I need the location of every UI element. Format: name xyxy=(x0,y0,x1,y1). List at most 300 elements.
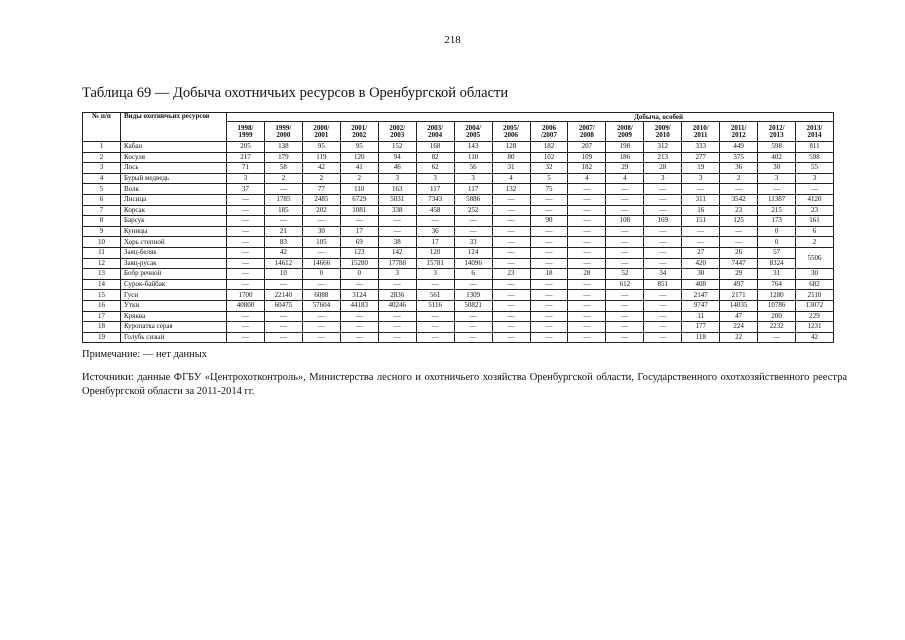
harvest-cell: 75 xyxy=(530,184,568,195)
harvest-cell: 17 xyxy=(416,237,454,248)
harvest-cell: 30 xyxy=(682,269,720,280)
harvest-cell: 22140 xyxy=(264,290,302,301)
harvest-cell: 311 xyxy=(682,194,720,205)
harvest-cell: 3 xyxy=(454,173,492,184)
harvest-cell: 3 xyxy=(416,173,454,184)
harvest-cell: 229 xyxy=(796,311,834,322)
harvest-cell: 5 xyxy=(530,173,568,184)
harvest-cell: — xyxy=(302,279,340,290)
harvest-cell: — xyxy=(568,226,606,237)
harvest-cell: 57604 xyxy=(302,300,340,311)
row-number: 19 xyxy=(83,332,121,343)
harvest-group-header: Добыча, особей xyxy=(227,113,834,122)
harvest-cell: — xyxy=(492,311,530,322)
harvest-cell: 83 xyxy=(264,237,302,248)
harvest-cell: 0 xyxy=(758,237,796,248)
harvest-cell: — xyxy=(492,300,530,311)
year-header-top: 2003/ xyxy=(427,123,444,132)
harvest-cell: — xyxy=(492,194,530,205)
row-number: 9 xyxy=(83,226,121,237)
harvest-cell: — xyxy=(378,279,416,290)
harvest-cell: 2 xyxy=(340,173,378,184)
species-name: Бурый медведь xyxy=(121,173,227,184)
harvest-cell: — xyxy=(340,216,378,227)
harvest-cell: 143 xyxy=(454,142,492,153)
harvest-cell: 1231 xyxy=(796,322,834,333)
species-name: Лось xyxy=(121,163,227,174)
year-header-bottom: 2010 xyxy=(655,130,670,139)
harvest-cell: 33 xyxy=(454,237,492,248)
sources-paragraph: Источники: данные ФГБУ «Центрохотконтроль», Министерства лесного и охотничьего хозяйства Оренбургской области, Государственного охотхозяйственного реестра Оренбургской области за 2011-2014 гг. xyxy=(82,372,847,397)
harvest-cell: 40246 xyxy=(378,300,416,311)
harvest-cell: — xyxy=(227,322,265,333)
harvest-cell: — xyxy=(568,194,606,205)
harvest-cell: — xyxy=(378,226,416,237)
harvest-cell: — xyxy=(492,322,530,333)
harvest-cell: — xyxy=(720,184,758,195)
harvest-cell: — xyxy=(378,216,416,227)
harvest-cell: — xyxy=(416,322,454,333)
harvest-cell: 168 xyxy=(416,142,454,153)
harvest-cell: — xyxy=(530,279,568,290)
year-header-top: 2000/ xyxy=(313,123,330,132)
table-row xyxy=(83,258,834,269)
year-header xyxy=(758,122,796,142)
year-header-top: 2005/ xyxy=(503,123,519,132)
harvest-cell: — xyxy=(227,279,265,290)
row-number: 11 xyxy=(83,247,121,258)
harvest-cell: 6 xyxy=(454,269,492,280)
table-row xyxy=(83,173,834,184)
harvest-cell: — xyxy=(606,205,644,216)
harvest-cell: — xyxy=(720,226,758,237)
harvest-cell: — xyxy=(606,184,644,195)
year-header-bottom: 2001 xyxy=(314,130,329,139)
harvest-cell: — xyxy=(568,216,606,227)
harvest-cell: 30 xyxy=(796,269,834,280)
harvest-cell: — xyxy=(568,237,606,248)
harvest-cell: 2171 xyxy=(720,290,758,301)
year-header xyxy=(302,122,340,142)
harvest-cell: 77 xyxy=(302,184,340,195)
harvest-table xyxy=(82,112,834,343)
harvest-cell: — xyxy=(530,247,568,258)
harvest-cell: 173 xyxy=(758,216,796,227)
harvest-cell: — xyxy=(530,226,568,237)
harvest-cell: 50821 xyxy=(454,300,492,311)
harvest-cell: — xyxy=(530,290,568,301)
harvest-cell: — xyxy=(492,247,530,258)
row-number: 17 xyxy=(83,311,121,322)
year-header xyxy=(682,122,720,142)
harvest-cell: — xyxy=(644,184,682,195)
harvest-cell: — xyxy=(568,184,606,195)
harvest-cell: — xyxy=(568,290,606,301)
row-number: 13 xyxy=(83,269,121,280)
year-header xyxy=(340,122,378,142)
harvest-cell: — xyxy=(568,322,606,333)
harvest-cell: — xyxy=(644,205,682,216)
harvest-cell: 32 xyxy=(530,163,568,174)
harvest-cell: — xyxy=(264,216,302,227)
year-header-bottom: 2013 xyxy=(769,130,784,139)
harvest-cell: — xyxy=(568,311,606,322)
harvest-cell: 124 xyxy=(454,247,492,258)
harvest-cell: 202 xyxy=(302,205,340,216)
harvest-cell: 169 xyxy=(644,216,682,227)
harvest-cell: 109 xyxy=(568,152,606,163)
harvest-cell: 277 xyxy=(682,152,720,163)
row-number: 8 xyxy=(83,216,121,227)
harvest-cell: 217 xyxy=(227,152,265,163)
harvest-cell: 7447 xyxy=(720,258,758,269)
harvest-cell: — xyxy=(606,194,644,205)
harvest-cell: 4120 xyxy=(796,194,834,205)
harvest-cell: — xyxy=(416,216,454,227)
harvest-cell: — xyxy=(796,184,834,195)
harvest-cell: 764 xyxy=(758,279,796,290)
harvest-cell: — xyxy=(644,311,682,322)
harvest-cell: 128 xyxy=(492,142,530,153)
year-header-top: 2008/ xyxy=(616,123,633,132)
harvest-cell: 151 xyxy=(682,216,720,227)
harvest-cell: 312 xyxy=(644,142,682,153)
harvest-cell: 120 xyxy=(340,152,378,163)
harvest-cell: — xyxy=(302,311,340,322)
year-header-bottom: 2006 xyxy=(504,130,519,139)
harvest-cell: 6088 xyxy=(302,290,340,301)
year-header-bottom: 1999 xyxy=(238,130,253,139)
row-number: 10 xyxy=(83,237,121,248)
year-header-bottom: 2005 xyxy=(466,130,481,139)
harvest-cell: 408 xyxy=(682,279,720,290)
harvest-cell: 252 xyxy=(454,205,492,216)
harvest-cell: — xyxy=(264,322,302,333)
harvest-cell: 31 xyxy=(492,163,530,174)
harvest-cell: 851 xyxy=(644,279,682,290)
harvest-cell: — xyxy=(606,290,644,301)
species-name: Заяц-русак xyxy=(121,258,227,269)
harvest-cell: 402 xyxy=(758,152,796,163)
harvest-cell: 29 xyxy=(720,269,758,280)
harvest-cell: — xyxy=(378,322,416,333)
harvest-cell: 57 xyxy=(758,247,796,258)
harvest-cell: 2232 xyxy=(758,322,796,333)
harvest-cell: — xyxy=(758,332,796,343)
harvest-cell: — xyxy=(227,216,265,227)
harvest-cell: — xyxy=(340,332,378,343)
harvest-cell: 0 xyxy=(302,269,340,280)
harvest-cell: — xyxy=(606,226,644,237)
harvest-cell: — xyxy=(264,184,302,195)
harvest-cell: 3 xyxy=(378,173,416,184)
harvest-cell: 3 xyxy=(682,173,720,184)
harvest-cell: 28 xyxy=(644,163,682,174)
harvest-cell: — xyxy=(682,237,720,248)
row-number: 16 xyxy=(83,300,121,311)
table-row xyxy=(83,152,834,163)
harvest-cell: 11387 xyxy=(758,194,796,205)
year-header-bottom: 2003 xyxy=(390,130,405,139)
harvest-cell: 36 xyxy=(416,226,454,237)
row-number: 3 xyxy=(83,163,121,174)
harvest-cell: 42 xyxy=(796,332,834,343)
year-header xyxy=(492,122,530,142)
harvest-cell: 4 xyxy=(568,173,606,184)
table-note: Примечание: — нет данных xyxy=(82,349,208,360)
harvest-cell: 458 xyxy=(416,205,454,216)
harvest-cell: — xyxy=(492,258,530,269)
harvest-cell: 811 xyxy=(796,142,834,153)
harvest-cell: 4 xyxy=(492,173,530,184)
harvest-cell: 117 xyxy=(454,184,492,195)
year-header xyxy=(454,122,492,142)
species-name: Куропатка серая xyxy=(121,322,227,333)
harvest-cell: — xyxy=(492,205,530,216)
harvest-cell: 14096 xyxy=(454,258,492,269)
harvest-cell: 0 xyxy=(340,269,378,280)
harvest-cell: 19 xyxy=(682,163,720,174)
harvest-cell: — xyxy=(530,194,568,205)
harvest-cell: — xyxy=(492,290,530,301)
harvest-cell: 198 xyxy=(606,142,644,153)
year-header xyxy=(416,122,454,142)
harvest-cell: — xyxy=(302,322,340,333)
harvest-cell: 598 xyxy=(758,142,796,153)
harvest-cell: 55 xyxy=(796,163,834,174)
harvest-cell: 3 xyxy=(227,173,265,184)
table-row xyxy=(83,300,834,311)
year-header-top: 2007/ xyxy=(578,123,595,132)
harvest-cell: 182 xyxy=(568,163,606,174)
harvest-cell: 333 xyxy=(682,142,720,153)
row-number: 18 xyxy=(83,322,121,333)
harvest-cell: 2 xyxy=(302,173,340,184)
harvest-cell: 185 xyxy=(264,205,302,216)
harvest-cell: 6729 xyxy=(340,194,378,205)
harvest-cell: 62 xyxy=(416,163,454,174)
harvest-cell: — xyxy=(227,258,265,269)
table-row xyxy=(83,237,834,248)
harvest-cell: — xyxy=(378,332,416,343)
harvest-cell: — xyxy=(606,332,644,343)
harvest-cell: 6 xyxy=(796,226,834,237)
year-header-bottom: 2014 xyxy=(807,130,822,139)
harvest-cell: 15280 xyxy=(340,258,378,269)
table-row xyxy=(83,184,834,195)
harvest-cell: 21 xyxy=(264,226,302,237)
row-number: 6 xyxy=(83,194,121,205)
harvest-cell: 612 xyxy=(606,279,644,290)
harvest-cell: — xyxy=(644,322,682,333)
harvest-cell: — xyxy=(264,279,302,290)
harvest-cell: 3 xyxy=(378,269,416,280)
harvest-cell: 90 xyxy=(530,216,568,227)
harvest-cell: — xyxy=(492,226,530,237)
harvest-cell: 10786 xyxy=(758,300,796,311)
col-num-header: № п/п xyxy=(83,113,121,142)
harvest-table-container xyxy=(82,112,834,343)
harvest-cell: 1700 xyxy=(227,290,265,301)
species-name: Волк xyxy=(121,184,227,195)
harvest-cell: 22 xyxy=(720,332,758,343)
harvest-cell: 29 xyxy=(606,163,644,174)
harvest-cell: — xyxy=(644,300,682,311)
harvest-cell: — xyxy=(492,216,530,227)
harvest-cell: — xyxy=(568,332,606,343)
harvest-cell: — xyxy=(227,247,265,258)
harvest-cell: 132 xyxy=(492,184,530,195)
year-header xyxy=(530,122,568,142)
year-header xyxy=(796,122,834,142)
harvest-cell: — xyxy=(454,216,492,227)
harvest-cell: 682 xyxy=(796,279,834,290)
page-number: 218 xyxy=(444,34,461,46)
harvest-cell: 30 xyxy=(302,226,340,237)
species-name: Хорь степной xyxy=(121,237,227,248)
harvest-cell: 161 xyxy=(796,216,834,227)
harvest-cell: 1785 xyxy=(264,194,302,205)
row-number: 14 xyxy=(83,279,121,290)
harvest-cell: — xyxy=(644,258,682,269)
table-title: Таблица 69 — Добыча охотничьих ресурсов в Оренбургской области xyxy=(82,85,509,101)
year-header-top: 2010/ xyxy=(692,123,709,132)
harvest-cell: — xyxy=(606,322,644,333)
harvest-cell: — xyxy=(530,237,568,248)
table-row xyxy=(83,142,834,153)
table-row xyxy=(83,163,834,174)
harvest-cell: — xyxy=(568,279,606,290)
harvest-cell: 40800 xyxy=(227,300,265,311)
harvest-cell: — xyxy=(454,332,492,343)
year-header-top: 2011/ xyxy=(730,123,747,132)
harvest-cell: — xyxy=(644,194,682,205)
harvest-cell: 3 xyxy=(796,173,834,184)
harvest-cell: 1280 xyxy=(758,290,796,301)
row-number: 5 xyxy=(83,184,121,195)
harvest-cell: 108 xyxy=(606,216,644,227)
species-name: Барсук xyxy=(121,216,227,227)
harvest-cell: — xyxy=(682,184,720,195)
harvest-cell: 2485 xyxy=(302,194,340,205)
row-number: 1 xyxy=(83,142,121,153)
species-name: Утки xyxy=(121,300,227,311)
year-header xyxy=(720,122,758,142)
species-name: Кабан xyxy=(121,142,227,153)
harvest-cell: 177 xyxy=(682,322,720,333)
harvest-cell: — xyxy=(530,258,568,269)
year-header xyxy=(227,122,265,142)
harvest-cell: — xyxy=(644,226,682,237)
harvest-cell: 125 xyxy=(720,216,758,227)
harvest-cell: 2 xyxy=(796,237,834,248)
table-row xyxy=(83,269,834,280)
harvest-cell: 1081 xyxy=(340,205,378,216)
harvest-cell: 60475 xyxy=(264,300,302,311)
harvest-cell: — xyxy=(644,237,682,248)
harvest-cell: — xyxy=(682,226,720,237)
harvest-cell: 205 xyxy=(227,142,265,153)
harvest-cell: — xyxy=(454,311,492,322)
harvest-cell: — xyxy=(416,279,454,290)
year-header-bottom: 2012 xyxy=(731,130,746,139)
harvest-cell: 117 xyxy=(416,184,454,195)
harvest-cell: 110 xyxy=(454,152,492,163)
harvest-cell: — xyxy=(340,322,378,333)
harvest-cell: 9747 xyxy=(682,300,720,311)
harvest-cell: — xyxy=(302,216,340,227)
harvest-cell: 14612 xyxy=(264,258,302,269)
year-header-bottom: /2007 xyxy=(540,130,557,139)
harvest-cell: — xyxy=(340,279,378,290)
year-header xyxy=(378,122,416,142)
year-header-top: 1998/ xyxy=(237,123,254,132)
harvest-cell: — xyxy=(644,247,682,258)
harvest-cell: 69 xyxy=(340,237,378,248)
harvest-cell: 5031 xyxy=(378,194,416,205)
harvest-cell: 16 xyxy=(682,205,720,216)
harvest-cell: 95 xyxy=(340,142,378,153)
harvest-cell: — xyxy=(530,205,568,216)
harvest-cell: 14035 xyxy=(720,300,758,311)
table-row xyxy=(83,226,834,237)
table-row xyxy=(83,216,834,227)
year-header-top: 2012/ xyxy=(768,123,785,132)
harvest-cell: — xyxy=(568,300,606,311)
harvest-cell: 3 xyxy=(758,173,796,184)
species-name: Бобр речной xyxy=(121,269,227,280)
harvest-cell: — xyxy=(227,269,265,280)
harvest-cell: 1309 xyxy=(454,290,492,301)
harvest-cell: 105 xyxy=(302,237,340,248)
harvest-cell: 36 xyxy=(720,163,758,174)
harvest-cell: 0 xyxy=(758,226,796,237)
harvest-cell: 38 xyxy=(378,237,416,248)
species-name: Лисица xyxy=(121,194,227,205)
harvest-cell: 102 xyxy=(530,152,568,163)
harvest-cell: — xyxy=(530,322,568,333)
harvest-cell: 52 xyxy=(606,269,644,280)
harvest-cell: 27 xyxy=(682,247,720,258)
harvest-cell: 42 xyxy=(302,163,340,174)
harvest-cell: — xyxy=(568,205,606,216)
harvest-cell: 179 xyxy=(264,152,302,163)
row-number: 4 xyxy=(83,173,121,184)
harvest-cell: — xyxy=(606,300,644,311)
table-row xyxy=(83,247,834,258)
harvest-cell: 5886 xyxy=(454,194,492,205)
harvest-cell: 95 xyxy=(302,142,340,153)
harvest-cell: 215 xyxy=(758,205,796,216)
harvest-cell: — xyxy=(492,332,530,343)
year-header-bottom: 2011 xyxy=(693,130,708,139)
harvest-cell: 41 xyxy=(340,163,378,174)
year-header-bottom: 2000 xyxy=(276,130,291,139)
harvest-cell: — xyxy=(492,279,530,290)
harvest-cell: — xyxy=(492,237,530,248)
harvest-cell: — xyxy=(378,311,416,322)
harvest-cell: 56 xyxy=(454,163,492,174)
year-header-top: 2006 xyxy=(541,123,556,132)
harvest-cell: 110 xyxy=(340,184,378,195)
year-header-bottom: 2009 xyxy=(617,130,632,139)
harvest-cell: 118 xyxy=(682,332,720,343)
harvest-cell: 34 xyxy=(644,269,682,280)
species-name: Голубь сизый xyxy=(121,332,227,343)
harvest-cell: 2 xyxy=(264,173,302,184)
harvest-cell: 182 xyxy=(530,142,568,153)
harvest-cell: 2836 xyxy=(378,290,416,301)
